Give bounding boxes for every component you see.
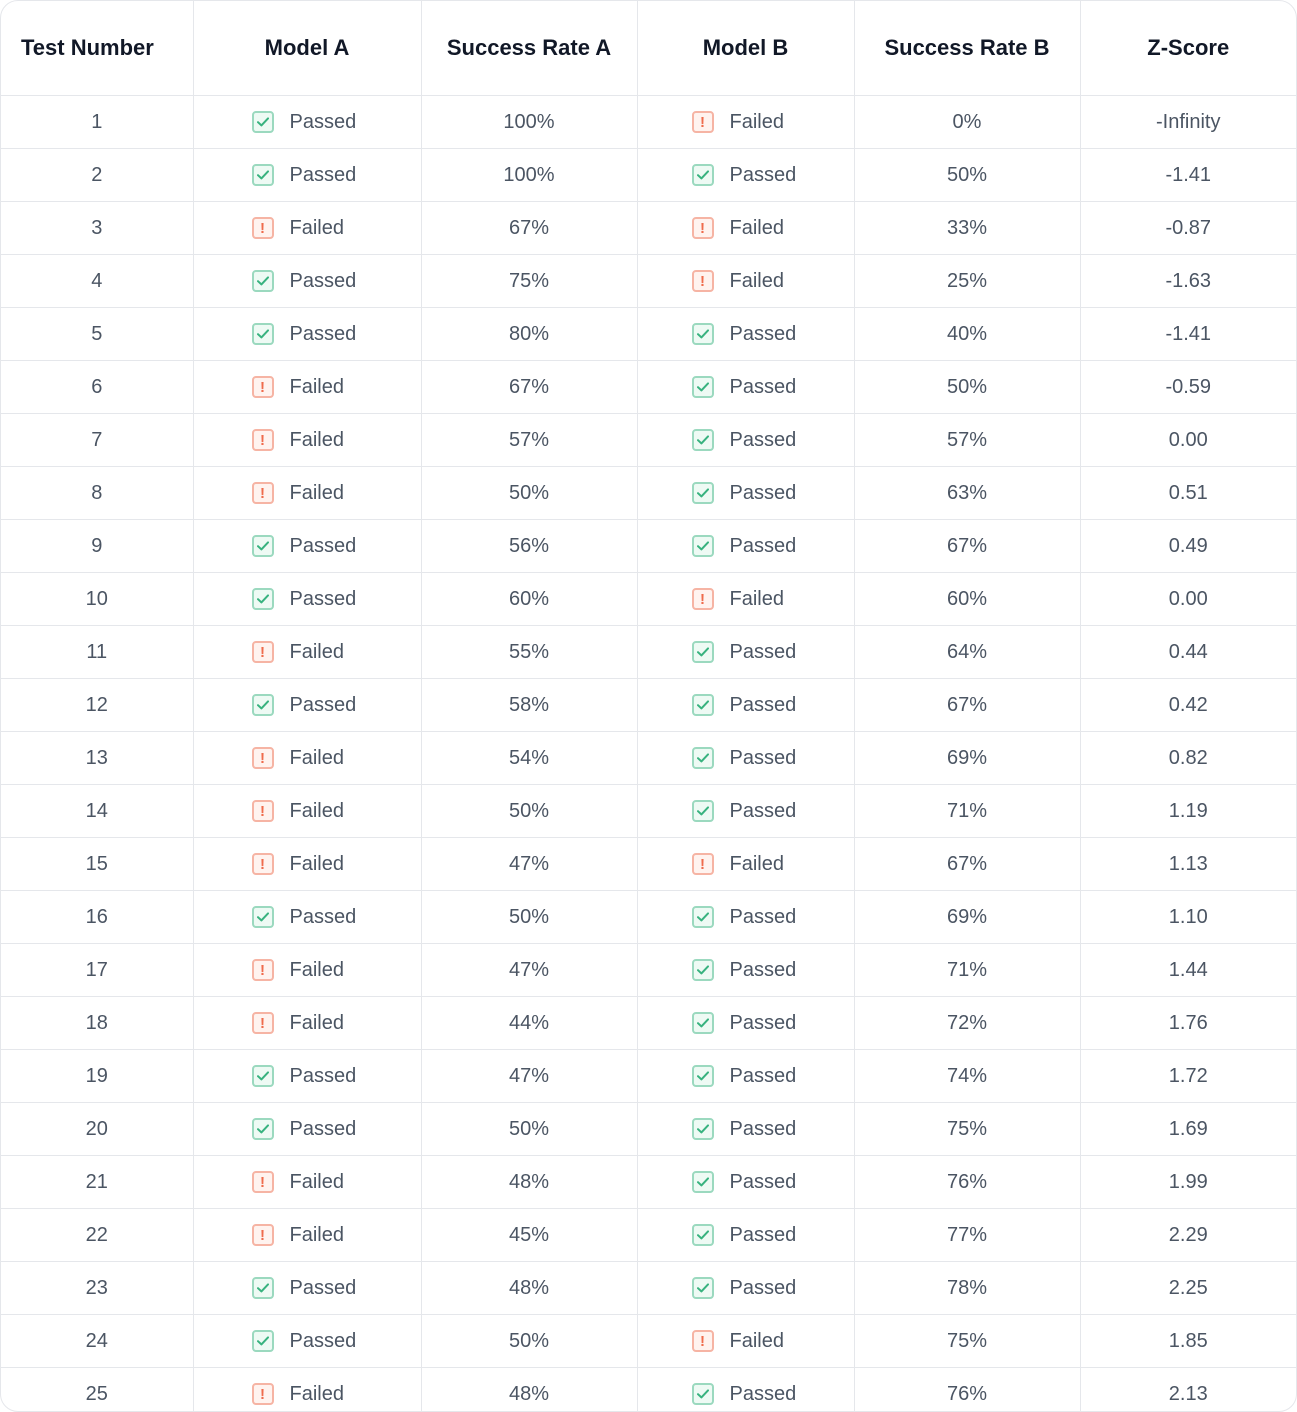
success-rate-b: 71% bbox=[854, 785, 1080, 838]
z-score: 1.72 bbox=[1080, 1050, 1296, 1103]
model-a-status-cell bbox=[193, 573, 421, 626]
model-b-status: Passed bbox=[729, 534, 797, 557]
model-b-status-cell bbox=[637, 520, 854, 573]
success-rate-a: 80% bbox=[421, 308, 637, 361]
table-row bbox=[1, 1209, 1296, 1262]
model-b-status-cell bbox=[637, 1156, 854, 1209]
model-b-status: Failed bbox=[729, 269, 784, 292]
success-rate-a: 50% bbox=[421, 1103, 637, 1156]
model-b-status-cell bbox=[637, 1209, 854, 1262]
model-b-status: Passed bbox=[729, 640, 797, 663]
model-a-status: Passed bbox=[289, 269, 357, 292]
test-number: 13 bbox=[1, 732, 193, 785]
check-icon bbox=[252, 270, 274, 292]
alert-icon: ! bbox=[692, 1330, 714, 1352]
test-number: 22 bbox=[1, 1209, 193, 1262]
success-rate-a: 60% bbox=[421, 573, 637, 626]
success-rate-a: 45% bbox=[421, 1209, 637, 1262]
model-a-status-cell bbox=[193, 202, 421, 255]
z-score: 1.10 bbox=[1080, 891, 1296, 944]
alert-icon: ! bbox=[252, 1012, 274, 1034]
table-row bbox=[1, 573, 1296, 626]
check-icon bbox=[692, 1224, 714, 1246]
model-a-status-cell bbox=[193, 1156, 421, 1209]
model-b-status-cell bbox=[637, 891, 854, 944]
success-rate-a: 48% bbox=[421, 1368, 637, 1412]
model-a-status-cell bbox=[193, 1050, 421, 1103]
model-a-status-cell bbox=[193, 96, 421, 149]
table-row bbox=[1, 467, 1296, 520]
model-b-status: Passed bbox=[729, 1170, 797, 1193]
alert-icon: ! bbox=[692, 588, 714, 610]
model-a-status-cell bbox=[193, 997, 421, 1050]
table-row bbox=[1, 1156, 1296, 1209]
model-a-status: Failed bbox=[289, 428, 344, 451]
alert-icon: ! bbox=[252, 800, 274, 822]
z-score: -1.63 bbox=[1080, 255, 1296, 308]
test-number: 20 bbox=[1, 1103, 193, 1156]
table-row bbox=[1, 1103, 1296, 1156]
table-row bbox=[1, 679, 1296, 732]
model-a-status-cell bbox=[193, 891, 421, 944]
success-rate-b: 75% bbox=[854, 1315, 1080, 1368]
model-b-status-cell bbox=[637, 149, 854, 202]
table-row bbox=[1, 520, 1296, 573]
table-row bbox=[1, 308, 1296, 361]
z-score: 1.85 bbox=[1080, 1315, 1296, 1368]
model-a-status: Failed bbox=[289, 216, 344, 239]
check-icon bbox=[252, 323, 274, 345]
success-rate-a: 67% bbox=[421, 361, 637, 414]
alert-icon: ! bbox=[252, 641, 274, 663]
alert-icon: ! bbox=[252, 429, 274, 451]
model-b-status-cell bbox=[637, 838, 854, 891]
model-b-status: Passed bbox=[729, 1011, 797, 1034]
check-icon bbox=[252, 1118, 274, 1140]
table-row bbox=[1, 202, 1296, 255]
table-row bbox=[1, 626, 1296, 679]
model-b-status-cell bbox=[637, 626, 854, 679]
header-row bbox=[1, 1, 1296, 96]
model-a-status: Failed bbox=[289, 1382, 344, 1405]
test-number: 10 bbox=[1, 573, 193, 626]
z-score: -1.41 bbox=[1080, 149, 1296, 202]
check-icon bbox=[252, 1330, 274, 1352]
alert-icon: ! bbox=[252, 959, 274, 981]
z-score: 2.29 bbox=[1080, 1209, 1296, 1262]
alert-icon: ! bbox=[692, 111, 714, 133]
model-b-status-cell bbox=[637, 944, 854, 997]
model-b-status: Failed bbox=[729, 852, 784, 875]
success-rate-b: 67% bbox=[854, 679, 1080, 732]
test-number: 7 bbox=[1, 414, 193, 467]
test-number: 6 bbox=[1, 361, 193, 414]
test-number: 25 bbox=[1, 1368, 193, 1412]
test-number: 23 bbox=[1, 1262, 193, 1315]
success-rate-a: 47% bbox=[421, 944, 637, 997]
test-number: 5 bbox=[1, 308, 193, 361]
success-rate-a: 100% bbox=[421, 96, 637, 149]
check-icon bbox=[252, 535, 274, 557]
table-row bbox=[1, 838, 1296, 891]
success-rate-b: 33% bbox=[854, 202, 1080, 255]
z-score: 0.51 bbox=[1080, 467, 1296, 520]
z-score: 1.69 bbox=[1080, 1103, 1296, 1156]
alert-icon: ! bbox=[252, 376, 274, 398]
check-icon bbox=[692, 429, 714, 451]
success-rate-a: 50% bbox=[421, 1315, 637, 1368]
z-score: 0.82 bbox=[1080, 732, 1296, 785]
success-rate-b: 50% bbox=[854, 149, 1080, 202]
results-table bbox=[1, 1, 1296, 1412]
model-b-status: Passed bbox=[729, 375, 797, 398]
success-rate-a: 57% bbox=[421, 414, 637, 467]
z-score: 1.13 bbox=[1080, 838, 1296, 891]
success-rate-a: 47% bbox=[421, 1050, 637, 1103]
model-a-status: Failed bbox=[289, 746, 344, 769]
success-rate-a: 55% bbox=[421, 626, 637, 679]
model-b-status: Passed bbox=[729, 322, 797, 345]
model-b-status-cell bbox=[637, 785, 854, 838]
model-b-status-cell bbox=[637, 1315, 854, 1368]
success-rate-b: 72% bbox=[854, 997, 1080, 1050]
z-score: 1.19 bbox=[1080, 785, 1296, 838]
model-a-status: Passed bbox=[289, 905, 357, 928]
z-score: 1.76 bbox=[1080, 997, 1296, 1050]
alert-icon: ! bbox=[252, 747, 274, 769]
model-a-status-cell bbox=[193, 520, 421, 573]
model-a-status-cell bbox=[193, 1209, 421, 1262]
model-b-status-cell bbox=[637, 1262, 854, 1315]
model-a-status-cell bbox=[193, 732, 421, 785]
success-rate-b: 77% bbox=[854, 1209, 1080, 1262]
header-test-number: Test Number bbox=[1, 1, 193, 96]
z-score: 0.44 bbox=[1080, 626, 1296, 679]
model-b-status: Passed bbox=[729, 1117, 797, 1140]
model-a-status: Failed bbox=[289, 958, 344, 981]
test-number: 3 bbox=[1, 202, 193, 255]
model-a-status-cell bbox=[193, 626, 421, 679]
model-b-status-cell bbox=[637, 679, 854, 732]
model-a-status: Passed bbox=[289, 322, 357, 345]
check-icon bbox=[252, 1065, 274, 1087]
header-success-rate-b: Success Rate B bbox=[854, 1, 1080, 96]
success-rate-a: 58% bbox=[421, 679, 637, 732]
check-icon bbox=[252, 111, 274, 133]
model-b-status-cell bbox=[637, 1368, 854, 1412]
table-row bbox=[1, 997, 1296, 1050]
test-number: 15 bbox=[1, 838, 193, 891]
test-number: 9 bbox=[1, 520, 193, 573]
model-b-status-cell bbox=[637, 997, 854, 1050]
test-number: 16 bbox=[1, 891, 193, 944]
alert-icon: ! bbox=[252, 1171, 274, 1193]
check-icon bbox=[692, 1065, 714, 1087]
model-a-status: Passed bbox=[289, 110, 357, 133]
check-icon bbox=[692, 747, 714, 769]
model-b-status: Failed bbox=[729, 216, 784, 239]
test-number: 11 bbox=[1, 626, 193, 679]
success-rate-a: 50% bbox=[421, 467, 637, 520]
model-a-status: Failed bbox=[289, 799, 344, 822]
z-score: 0.00 bbox=[1080, 414, 1296, 467]
model-a-status: Failed bbox=[289, 640, 344, 663]
model-b-status: Passed bbox=[729, 746, 797, 769]
success-rate-b: 71% bbox=[854, 944, 1080, 997]
model-a-status-cell bbox=[193, 785, 421, 838]
model-a-status: Failed bbox=[289, 1170, 344, 1193]
check-icon bbox=[252, 906, 274, 928]
model-a-status: Failed bbox=[289, 1011, 344, 1034]
success-rate-a: 44% bbox=[421, 997, 637, 1050]
check-icon bbox=[692, 1383, 714, 1405]
check-icon bbox=[692, 800, 714, 822]
success-rate-a: 67% bbox=[421, 202, 637, 255]
model-a-status: Passed bbox=[289, 1276, 357, 1299]
test-number: 2 bbox=[1, 149, 193, 202]
success-rate-b: 67% bbox=[854, 838, 1080, 891]
z-score: 2.13 bbox=[1168, 1382, 1208, 1405]
success-rate-b: 76% bbox=[854, 1368, 1080, 1412]
model-b-status: Passed bbox=[729, 1223, 797, 1246]
check-icon bbox=[692, 1171, 714, 1193]
check-icon bbox=[692, 959, 714, 981]
model-a-status: Passed bbox=[289, 1117, 357, 1140]
model-a-status-cell bbox=[193, 679, 421, 732]
model-a-status-cell bbox=[193, 838, 421, 891]
header-model-b: Model B bbox=[637, 1, 854, 96]
model-b-status: Failed bbox=[729, 1329, 784, 1352]
table-row bbox=[1, 414, 1296, 467]
model-a-status-cell bbox=[193, 1368, 421, 1412]
success-rate-b: 50% bbox=[854, 361, 1080, 414]
model-b-status-cell bbox=[637, 96, 854, 149]
model-a-status: Failed bbox=[289, 852, 344, 875]
success-rate-b: 75% bbox=[854, 1103, 1080, 1156]
success-rate-b: 69% bbox=[854, 891, 1080, 944]
test-number: 17 bbox=[1, 944, 193, 997]
success-rate-b: 69% bbox=[854, 732, 1080, 785]
header-model-a: Model A bbox=[193, 1, 421, 96]
model-b-status: Passed bbox=[729, 1276, 797, 1299]
check-icon bbox=[692, 694, 714, 716]
success-rate-a: 75% bbox=[421, 255, 637, 308]
z-score: 0.49 bbox=[1080, 520, 1296, 573]
alert-icon: ! bbox=[252, 853, 274, 875]
model-b-status-cell bbox=[637, 732, 854, 785]
check-icon bbox=[252, 1277, 274, 1299]
model-b-status: Passed bbox=[729, 905, 797, 928]
check-icon bbox=[252, 588, 274, 610]
alert-icon: ! bbox=[252, 482, 274, 504]
z-score: -1.41 bbox=[1080, 308, 1296, 361]
success-rate-b: 57% bbox=[854, 414, 1080, 467]
model-b-status: Passed bbox=[729, 1382, 797, 1405]
model-a-status-cell bbox=[193, 1103, 421, 1156]
alert-icon: ! bbox=[252, 217, 274, 239]
alert-icon: ! bbox=[252, 1224, 274, 1246]
model-b-status-cell bbox=[637, 255, 854, 308]
table-row bbox=[1, 1262, 1296, 1315]
test-number: 4 bbox=[1, 255, 193, 308]
model-a-status-cell bbox=[193, 414, 421, 467]
alert-icon: ! bbox=[692, 217, 714, 239]
test-number: 19 bbox=[1, 1050, 193, 1103]
z-score: 2.25 bbox=[1080, 1262, 1296, 1315]
model-a-status-cell bbox=[193, 1315, 421, 1368]
model-a-status-cell bbox=[193, 308, 421, 361]
table-row bbox=[1, 944, 1296, 997]
model-b-status-cell bbox=[637, 202, 854, 255]
check-icon bbox=[692, 1012, 714, 1034]
model-a-status-cell bbox=[193, 467, 421, 520]
alert-icon: ! bbox=[692, 270, 714, 292]
test-number: 12 bbox=[1, 679, 193, 732]
model-a-status-cell bbox=[193, 1262, 421, 1315]
model-b-status-cell bbox=[637, 414, 854, 467]
test-number: 21 bbox=[1, 1156, 193, 1209]
alert-icon: ! bbox=[692, 853, 714, 875]
check-icon bbox=[692, 641, 714, 663]
table-row bbox=[1, 96, 1296, 149]
success-rate-b: 67% bbox=[854, 520, 1080, 573]
check-icon bbox=[692, 164, 714, 186]
model-b-status-cell bbox=[637, 573, 854, 626]
test-number: 8 bbox=[1, 467, 193, 520]
model-a-status: Passed bbox=[289, 534, 357, 557]
table-row bbox=[1, 891, 1296, 944]
success-rate-b: 25% bbox=[854, 255, 1080, 308]
success-rate-b: 64% bbox=[854, 626, 1080, 679]
model-b-status: Failed bbox=[729, 110, 784, 133]
check-icon bbox=[692, 1118, 714, 1140]
model-b-status: Passed bbox=[729, 163, 797, 186]
model-b-status-cell bbox=[637, 467, 854, 520]
model-b-status: Passed bbox=[729, 799, 797, 822]
model-b-status-cell bbox=[637, 1050, 854, 1103]
model-a-status-cell bbox=[193, 149, 421, 202]
model-a-status: Passed bbox=[289, 1064, 357, 1087]
model-b-status-cell bbox=[637, 308, 854, 361]
success-rate-b: 0% bbox=[854, 96, 1080, 149]
check-icon bbox=[692, 323, 714, 345]
z-score: 1.44 bbox=[1080, 944, 1296, 997]
model-b-status: Passed bbox=[729, 958, 797, 981]
success-rate-a: 50% bbox=[421, 891, 637, 944]
model-b-status: Failed bbox=[729, 587, 784, 610]
model-a-status: Passed bbox=[289, 1329, 357, 1352]
model-a-status-cell bbox=[193, 361, 421, 414]
model-a-status: Failed bbox=[289, 481, 344, 504]
success-rate-b: 63% bbox=[854, 467, 1080, 520]
success-rate-a: 48% bbox=[421, 1262, 637, 1315]
table-row bbox=[1, 732, 1296, 785]
check-icon bbox=[692, 482, 714, 504]
check-icon bbox=[692, 1277, 714, 1299]
model-a-status-cell bbox=[193, 255, 421, 308]
success-rate-b: 40% bbox=[854, 308, 1080, 361]
model-a-status: Passed bbox=[289, 587, 357, 610]
check-icon bbox=[252, 694, 274, 716]
success-rate-a: 54% bbox=[421, 732, 637, 785]
header-z-score: Z-Score bbox=[1080, 1, 1296, 96]
table-row bbox=[1, 149, 1296, 202]
table-row bbox=[1, 361, 1296, 414]
table-row bbox=[1, 1050, 1296, 1103]
success-rate-a: 48% bbox=[421, 1156, 637, 1209]
success-rate-a: 56% bbox=[421, 520, 637, 573]
alert-icon: ! bbox=[252, 1383, 274, 1405]
model-b-status: Passed bbox=[729, 1064, 797, 1087]
success-rate-b: 74% bbox=[854, 1050, 1080, 1103]
model-b-status-cell bbox=[637, 361, 854, 414]
check-icon bbox=[692, 376, 714, 398]
model-a-status: Failed bbox=[289, 1223, 344, 1246]
z-score: 0.00 bbox=[1080, 573, 1296, 626]
test-number: 14 bbox=[1, 785, 193, 838]
check-icon bbox=[692, 906, 714, 928]
table-row bbox=[1, 1368, 1296, 1412]
z-score: 1.99 bbox=[1080, 1156, 1296, 1209]
model-b-status-cell bbox=[637, 1103, 854, 1156]
model-b-status: Passed bbox=[729, 481, 797, 504]
header-success-rate-a: Success Rate A bbox=[421, 1, 637, 96]
model-a-status: Passed bbox=[289, 163, 357, 186]
success-rate-a: 47% bbox=[421, 838, 637, 891]
z-score: -0.87 bbox=[1080, 202, 1296, 255]
test-number: 1 bbox=[1, 96, 193, 149]
success-rate-b: 78% bbox=[854, 1262, 1080, 1315]
z-score: -0.59 bbox=[1080, 361, 1296, 414]
table-row bbox=[1, 785, 1296, 838]
table-row bbox=[1, 255, 1296, 308]
test-number: 18 bbox=[1, 997, 193, 1050]
success-rate-b: 76% bbox=[854, 1156, 1080, 1209]
test-number: 24 bbox=[1, 1315, 193, 1368]
check-icon bbox=[692, 535, 714, 557]
model-b-status: Passed bbox=[729, 428, 797, 451]
check-icon bbox=[252, 164, 274, 186]
z-score: -Infinity bbox=[1080, 96, 1296, 149]
model-a-status: Failed bbox=[289, 375, 344, 398]
success-rate-b: 60% bbox=[854, 573, 1080, 626]
z-score: 0.42 bbox=[1080, 679, 1296, 732]
success-rate-a: 50% bbox=[421, 785, 637, 838]
model-a-status: Passed bbox=[289, 693, 357, 716]
table-row bbox=[1, 1315, 1296, 1368]
model-a-status-cell bbox=[193, 944, 421, 997]
success-rate-a: 100% bbox=[421, 149, 637, 202]
model-b-status: Passed bbox=[729, 693, 797, 716]
